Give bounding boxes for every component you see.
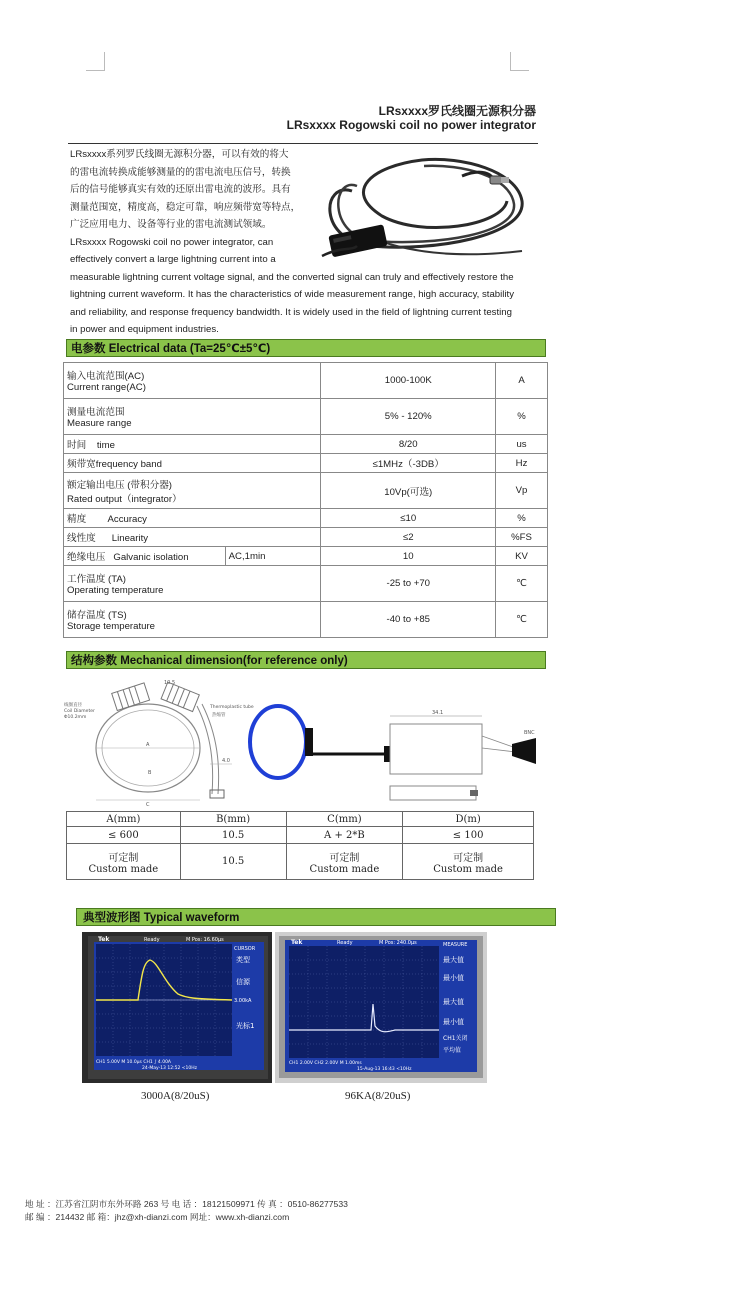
scope1-mpos: M Pos: 16.60μs — [186, 937, 224, 943]
cell-b-value: 10.5 — [180, 844, 286, 880]
scope1-cursor-val: 3.00kA — [234, 998, 252, 1004]
table-row — [67, 844, 534, 880]
waveform-caption-2: 96KA(8/20uS) — [345, 1090, 411, 1102]
scope2-status: Ready — [337, 940, 353, 946]
scope2-menu-item: 最大值 — [443, 956, 464, 964]
scope2-brand: Tek — [291, 939, 303, 946]
corner-mark-right — [510, 52, 529, 71]
title-en: LRsxxxx Rogowski coil no power integrator — [286, 118, 536, 132]
param-condition: AC,1min — [225, 547, 321, 566]
param-en: time — [96, 440, 115, 451]
param-value: 8/20 — [321, 435, 496, 454]
custom-en: Custom made — [88, 863, 159, 875]
scope2-menu-item: 最小值 — [443, 974, 464, 982]
section-waveform-heading: 典型波形图 Typical waveform — [76, 908, 556, 926]
intro-en-line: in power and equipment industries. — [70, 324, 219, 335]
title-rule — [68, 143, 538, 144]
param-unit: ℃ — [496, 566, 548, 602]
scope2-date: 15-Aug-13 16:43 <10Hz — [357, 1067, 412, 1072]
scope1-menu-item: 光标1 — [236, 1022, 255, 1030]
col-header-b: B(mm) — [180, 812, 286, 827]
table-header-row — [67, 812, 534, 827]
table-row — [64, 399, 548, 435]
intro-cn-line: 广泛应用电力、设备等行业的雷电流测试领域。 — [70, 219, 272, 230]
svg-text:A: A — [146, 742, 150, 748]
param-value: ≤1MHz（-3DB） — [321, 454, 496, 473]
scope2-menu-item: 最大值 — [443, 998, 464, 1006]
scope2-mpos: M Pos: 240.0μs — [379, 940, 417, 946]
param-value: ≤10 — [321, 509, 496, 528]
param-en: Measure range — [67, 418, 132, 429]
table-row — [64, 509, 548, 528]
table-row — [64, 566, 548, 602]
param-cn: 额定输出电压 (带积分器) — [67, 479, 172, 491]
param-value: ≤2 — [321, 528, 496, 547]
waveform-caption-1: 3000A(8/20uS) — [141, 1090, 210, 1102]
param-cn: 绝缘电压 — [67, 552, 106, 563]
svg-text:4.0: 4.0 — [222, 758, 230, 764]
svg-text:BNC: BNC — [524, 730, 535, 736]
custom-en: Custom made — [433, 863, 503, 875]
intro-en-line: LRsxxxx Rogowski coil no power integrator, can — [70, 236, 274, 248]
param-en: Accuracy — [107, 514, 147, 525]
param-value: -25 to +70 — [321, 566, 496, 602]
param-cn: 频带宽frequency band — [64, 454, 321, 473]
param-unit: Hz — [496, 454, 548, 473]
intro-cn-line: 测量范围宽，精度高，稳定可靠，响应频带宽等特点， — [70, 201, 301, 213]
table-row — [64, 528, 548, 547]
intro-cn-line: 的雷电流转换成能够测量的的雷电流电压信号，转换 — [70, 166, 291, 178]
scope1-menu-item: 类型 — [236, 956, 250, 964]
param-value: 1000-100K — [321, 363, 496, 399]
param-value: 10 — [321, 547, 496, 566]
oscilloscope-screen-1 — [82, 932, 272, 1083]
param-en: Operating temperature — [67, 585, 164, 596]
cell-b-value: 10.5 — [180, 827, 286, 844]
param-cn: 时间 — [67, 440, 87, 451]
intro-en-line: lightning current waveform. It has the characteristics of wide measurement range, high accuracy, stability — [70, 289, 515, 300]
svg-text:Thermoplastic tube: Thermoplastic tube — [210, 705, 254, 710]
cell-c-formula: A + 2*B — [286, 827, 403, 844]
param-en: Rated output（integrator） — [67, 493, 182, 505]
scope2-menu-item: 最小值 — [443, 1018, 464, 1026]
table-row — [64, 473, 548, 509]
scope1-brand: Tek — [98, 936, 110, 943]
param-en: Linearity — [111, 533, 149, 544]
scope1-status: Ready — [144, 937, 160, 943]
scope1-date: 24-May-13 12:52 <10Hz — [142, 1066, 197, 1071]
scope2-menu-item: CH1关闭 — [443, 1035, 468, 1042]
param-unit: % — [496, 509, 548, 528]
footer-address-line: 地 址 ：江苏省江阴市东外环路 263 号 电 话 ：18121509971 传 真 ：0510-86277533 — [25, 1199, 348, 1209]
param-en: Storage temperature — [67, 621, 155, 632]
footer-contact-line: 邮 编 ：214432 邮 箱：jhz@xh-dianzi.com 网址：www.xh-dianzi.com — [25, 1212, 290, 1222]
custom-en: Custom made — [309, 863, 380, 875]
electrical-table — [63, 362, 548, 638]
cell-d-max: ≤ 100 — [403, 827, 534, 844]
svg-text:B: B — [148, 770, 152, 776]
intro-cn-line: LRsxxxx系列罗氏线圈无源积分器，可以有效的将大 — [70, 149, 289, 160]
param-unit: Vp — [496, 473, 548, 509]
param-en: Galvanic isolation — [113, 552, 189, 563]
section-electrical-heading: 电参数 Electrical data (Ta=25℃±5℃) — [66, 339, 546, 357]
param-en: Current range(AC) — [67, 382, 146, 393]
table-row — [64, 602, 548, 638]
corner-mark-left — [86, 52, 105, 71]
intro-cn-line: 后的信号能够真实有效的还原出雷电流的波形。具有 — [70, 184, 291, 195]
scope1-menu-item: 信源 — [236, 978, 250, 986]
param-value: 10Vp(可选) — [321, 473, 496, 509]
scope1-footer: CH1 5.00V M 10.0μs CH1 ∫ 4.00A — [96, 1060, 172, 1065]
param-unit: % — [496, 399, 548, 435]
svg-text:Coil Diameter: Coil Diameter — [64, 709, 95, 714]
table-row — [64, 454, 548, 473]
col-header-a: A(mm) — [67, 812, 181, 827]
table-row — [64, 435, 548, 454]
svg-text:Φ10.2mm: Φ10.2mm — [64, 715, 87, 720]
product-photo — [312, 146, 537, 264]
oscilloscope-screen-2 — [275, 932, 487, 1083]
title-cn: LRsxxxx罗氏线圈无源积分器 — [378, 104, 536, 118]
param-cn: 线性度 — [67, 533, 96, 544]
svg-text:热缩管: 热缩管 — [212, 713, 226, 718]
custom-cn: 可定制 — [453, 852, 484, 864]
custom-cn: 可定制 — [329, 852, 360, 864]
custom-cn: 可定制 — [108, 852, 139, 864]
svg-text:10.5: 10.5 — [164, 680, 176, 686]
param-unit: us — [496, 435, 548, 454]
param-value: -40 to +85 — [321, 602, 496, 638]
col-header-d: D(m) — [403, 812, 534, 827]
dimension-table — [66, 811, 534, 880]
param-cn: 工作温度 (TA) — [67, 574, 126, 585]
svg-text:C: C — [146, 802, 150, 808]
param-cn: 测量电流范围 — [67, 407, 125, 418]
param-unit: ℃ — [496, 602, 548, 638]
intro-en-line: measurable lightning current voltage signal, and the converted signal can truly and effectively restore the — [70, 271, 514, 283]
param-unit: KV — [496, 547, 548, 566]
table-row — [64, 363, 548, 399]
svg-text:线圈直径: 线圈直径 — [64, 703, 82, 708]
scope1-menu-title: CURSOR — [234, 946, 256, 952]
param-cn: 储存温度 (TS) — [67, 610, 127, 621]
scope2-menu-item: 平均值 — [443, 1047, 462, 1054]
intro-en-line: and reliability, and response frequency bandwidth. It is widely used in the field of lightning current testing — [70, 306, 512, 318]
param-unit: A — [496, 363, 548, 399]
param-cn: 精度 — [67, 514, 87, 525]
svg-text:34.1: 34.1 — [432, 710, 444, 716]
coil-assembly-drawing — [246, 698, 546, 808]
col-header-c: C(mm) — [286, 812, 403, 827]
scope2-footer: CH1 2.00V CH2 2.00V M 1.00ms — [289, 1061, 362, 1066]
section-mechanical-heading: 结构参数 Mechanical dimension(for reference only) — [66, 651, 546, 669]
param-value: 5% - 120% — [321, 399, 496, 435]
coil-dimension-drawing — [62, 676, 254, 808]
table-row — [67, 827, 534, 844]
cell-a-max: ≤ 600 — [67, 827, 181, 844]
param-cn: 输入电流范围(AC) — [67, 371, 145, 382]
intro-en-line: effectively convert a large lightning current into a — [70, 254, 276, 265]
scope2-menu-title: MEASURE — [443, 942, 468, 948]
param-unit: %FS — [496, 528, 548, 547]
table-row — [64, 547, 548, 566]
